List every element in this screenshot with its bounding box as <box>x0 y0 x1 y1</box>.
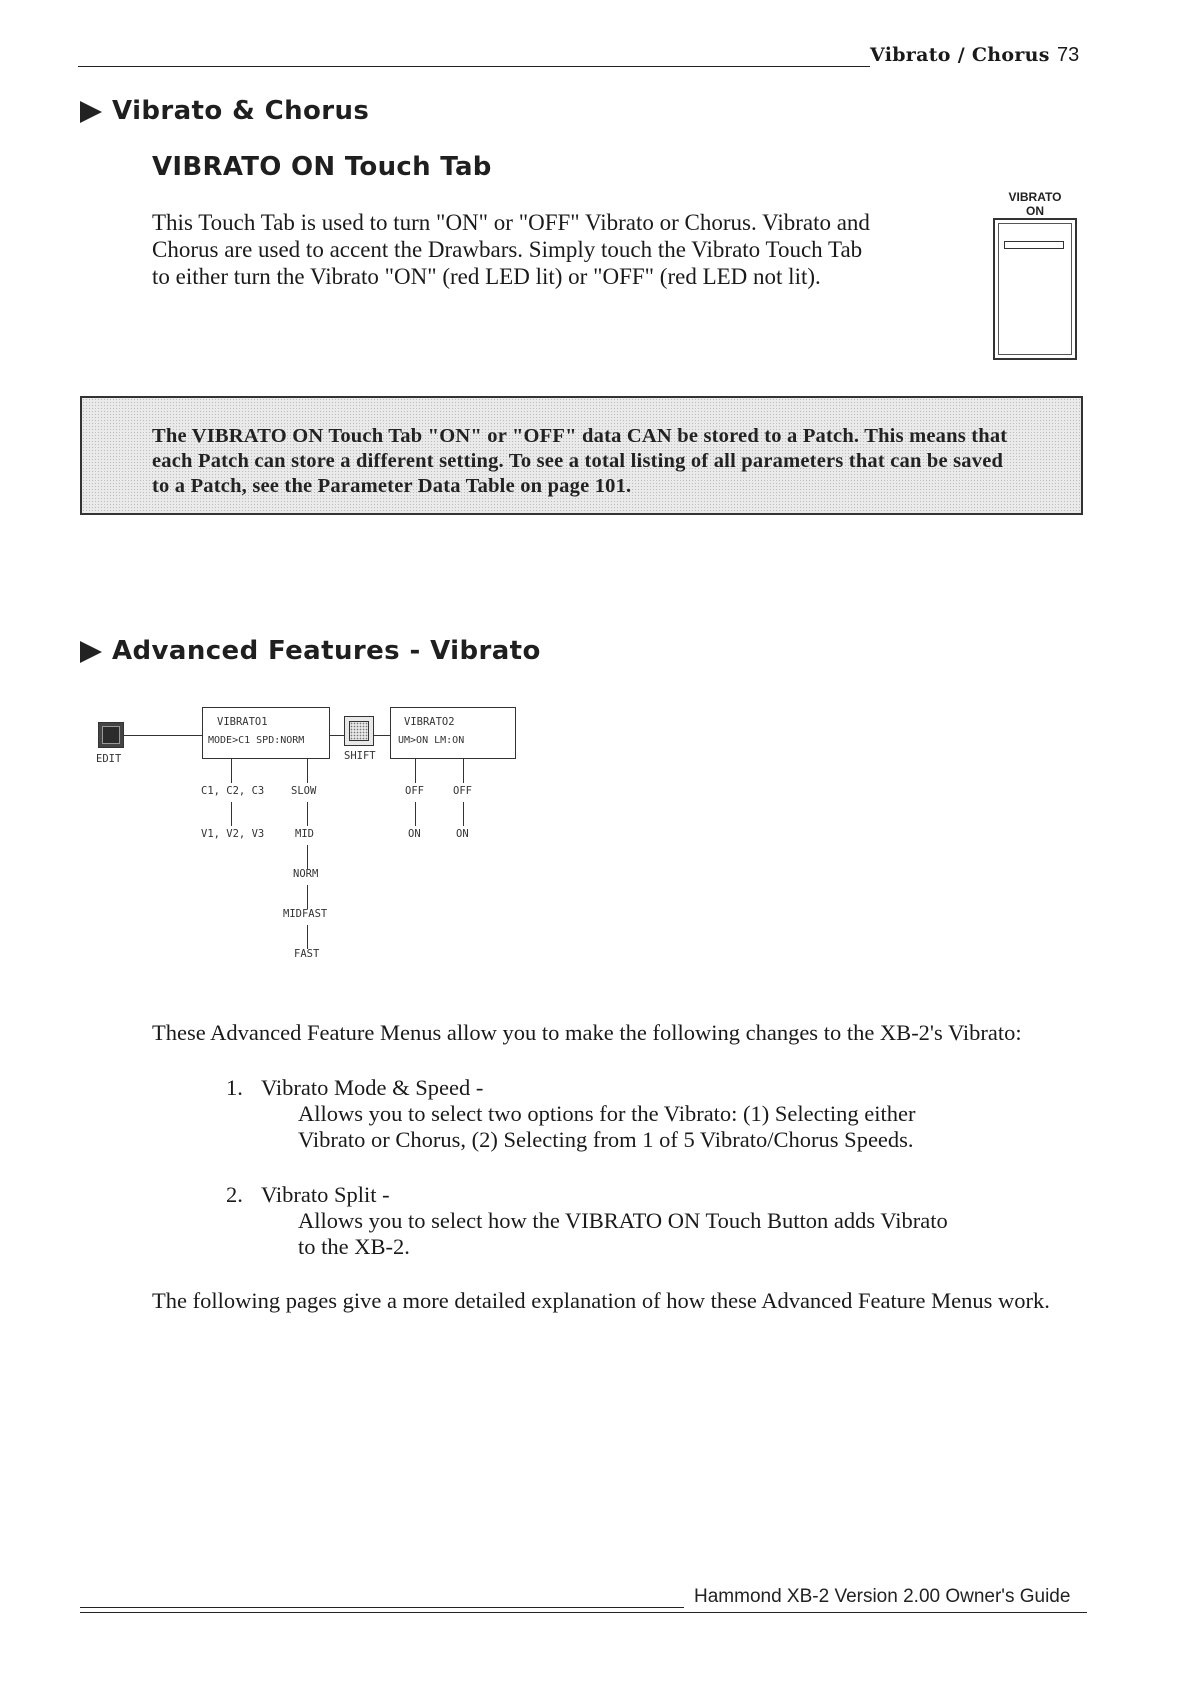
lcd2-line2: UM>ON LM:ON <box>398 735 465 746</box>
subheading-vibrato-on-touch-tab: VIBRATO ON Touch Tab <box>152 152 492 182</box>
header-rule <box>78 66 870 67</box>
connector-line <box>415 802 416 826</box>
um-option: OFF <box>405 785 424 797</box>
edit-button[interactable] <box>98 722 124 748</box>
arrow-bullet-icon <box>80 641 102 663</box>
edit-label: EDIT <box>96 753 122 765</box>
mode-option: V1, V2, V3 <box>201 828 265 840</box>
note-text <box>152 424 1022 499</box>
note-line: The VIBRATO ON Touch Tab "ON" or "OFF" data CAN be stored to a Patch. This means that <box>152 425 1008 447</box>
note-line: each Patch can store a different setting. To see a total listing of all parameters that can be saved <box>152 450 1004 472</box>
footer-rule <box>80 1607 684 1608</box>
mode-option: C1, C2, C3 <box>201 785 265 797</box>
item-title: Vibrato Mode & Speed - <box>261 1075 484 1100</box>
lcd2-line1: VIBRATO2 <box>404 716 455 728</box>
touch-tab-paragraph <box>152 209 870 290</box>
speed-option: NORM <box>293 868 319 880</box>
connector-line <box>307 845 308 869</box>
lm-option: ON <box>456 828 469 840</box>
vibrato-on-touch-tab[interactable] <box>993 218 1077 360</box>
paragraph-line: This Touch Tab is used to turn "ON" or "OFF" Vibrato or Chorus. Vibrato and <box>152 210 870 235</box>
item-description-line: to the XB-2. <box>298 1234 410 1259</box>
section-heading-text: Vibrato & Chorus <box>112 96 370 126</box>
item-number: 2. <box>226 1182 243 1207</box>
connector-line <box>231 759 232 783</box>
item-description <box>298 1208 948 1260</box>
lcd-vibrato1 <box>202 707 330 759</box>
led-indicator-icon <box>1004 241 1064 249</box>
touch-tab-label-line2: ON <box>1026 204 1044 218</box>
connector-line <box>124 735 202 736</box>
shift-label: SHIFT <box>344 750 376 762</box>
connector-line <box>330 735 344 736</box>
lm-option: OFF <box>453 785 472 797</box>
connector-line <box>463 759 464 783</box>
section-heading-text: Advanced Features - Vibrato <box>112 636 541 666</box>
section-heading-vibrato-chorus <box>80 96 369 126</box>
connector-line <box>307 925 308 949</box>
connector-line <box>307 885 308 909</box>
shift-button-face <box>349 721 369 741</box>
section-heading-advanced-features <box>80 636 541 666</box>
speed-option: MIDFAST <box>283 908 328 920</box>
item-description <box>298 1101 916 1153</box>
running-header-title: Vibrato / Chorus <box>870 44 1050 66</box>
shift-button[interactable] <box>344 716 374 746</box>
touch-tab-label <box>995 190 1075 218</box>
connector-line <box>463 802 464 826</box>
note-line: to a Patch, see the Parameter Data Table on page 101. <box>152 475 632 497</box>
connector-line <box>374 735 390 736</box>
closing-paragraph: The following pages give a more detailed explanation of how these Advanced Feature Menus work. <box>152 1288 1050 1313</box>
intro-paragraph: These Advanced Feature Menus allow you to make the following changes to the XB-2's Vibrato: <box>152 1020 1022 1045</box>
item-description-line: Vibrato or Chorus, (2) Selecting from 1 of 5 Vibrato/Chorus Speeds. <box>298 1127 914 1152</box>
connector-line <box>231 802 232 826</box>
item-description-line: Allows you to select how the VIBRATO ON Touch Button adds Vibrato <box>298 1208 948 1233</box>
paragraph-line: to either turn the Vibrato "ON" (red LED lit) or "OFF" (red LED not lit). <box>152 264 821 289</box>
connector-line <box>415 759 416 783</box>
lcd1-line2: MODE>C1 SPD:NORM <box>208 735 305 746</box>
footer-guide-title: Hammond XB-2 Version 2.00 Owner's Guide <box>694 1586 1071 1607</box>
um-option: ON <box>408 828 421 840</box>
page-number: 73 <box>1057 44 1080 66</box>
connector-line <box>307 759 308 783</box>
speed-option: FAST <box>294 948 320 960</box>
paragraph-line: Chorus are used to accent the Drawbars. Simply touch the Vibrato Touch Tab <box>152 237 863 262</box>
arrow-bullet-icon <box>80 101 102 123</box>
touch-tab-label-line1: VIBRATO <box>1008 190 1062 204</box>
item-title: Vibrato Split - <box>261 1182 390 1207</box>
item-description-line: Allows you to select two options for the Vibrato: (1) Selecting either <box>298 1101 916 1126</box>
edit-button-face <box>102 726 120 744</box>
connector-line <box>307 802 308 826</box>
lcd-vibrato2 <box>390 707 516 759</box>
item-number: 1. <box>226 1075 243 1100</box>
speed-option: MID <box>295 828 314 840</box>
footer-rule <box>80 1612 1087 1613</box>
speed-option: SLOW <box>291 785 317 797</box>
lcd1-line1: VIBRATO1 <box>217 716 268 728</box>
